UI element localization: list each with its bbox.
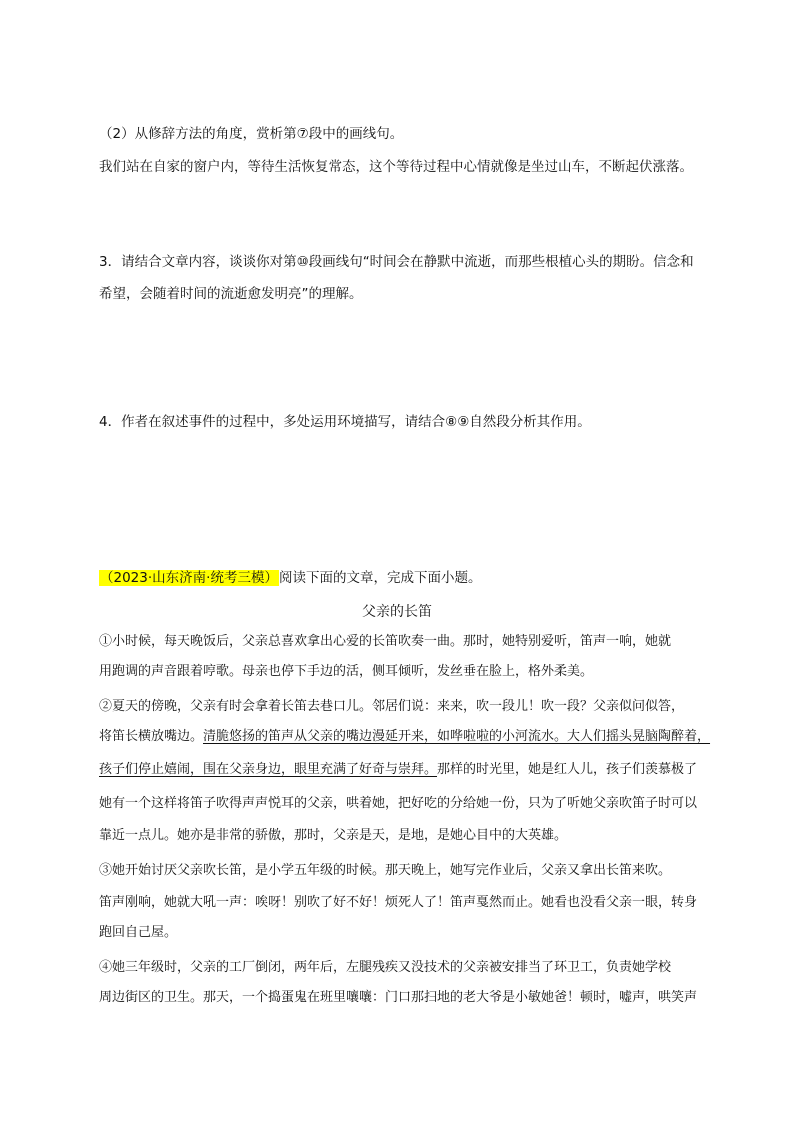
underlined-sentence: 孩子们停止嬉闹，围在父亲身边，眼里充满了好奇与崇拜。 [99,762,438,777]
question-4: 4．作者在叙述事件的过程中，多处运用环境描写，请结合⑧⑨自然段分析其作用。 [99,414,591,430]
article-line: 周边街区的卫生。那天，一个捣蛋鬼在班里嚷嚷：门口那扫地的老大爷是小敏她爸！顿时，嘘声，哄笑声 [99,990,698,1005]
article-title: 父亲的长笛 [362,604,432,620]
article-line: ③她开始讨厌父亲吹长笛，是小学五年级的时候。那天晚上，她写完作业后，父亲又拿出长笛来吹。 [99,863,672,878]
article-line: ①小时候，每天晚饭后，父亲总喜欢拿出心爱的长笛吹奏一曲。那时，她特别爱听，笛声一响，她就 [99,634,672,649]
article-line [99,727,719,747]
article-line [99,760,719,780]
source-line [99,568,481,588]
source-tag: （2023·山东济南·统考三模） [100,570,278,586]
article-line: 靠近一点儿。她亦是非常的骄傲，那时，父亲是天，是地，是她心目中的大英雄。 [99,828,568,843]
question-2-prompt: （2）从修辞方法的角度，赏析第⑦段中的画线句。 [99,126,404,142]
article-line: 她有一个这样将笛子吹得声声悦耳的父亲，哄着她，把好吃的分给她一份，只为了听她父亲吹笛子时可以 [99,796,698,811]
question-3-line-1: 3．请结合文章内容，谈谈你对第⑩段画线句“时间会在静默中流逝，而那些根植心头的期盼。信念和 [99,254,694,270]
article-line: ④她三年级时，父亲的工厂倒闭，两年后，左腿残疾又没技术的父亲被安排当了环卫工，负责她学校 [99,960,672,975]
question-3-line-2: 希望，会随着时间的流逝愈发明亮”的理解。 [99,286,363,302]
article-line: 跑回自己屋。 [99,925,178,940]
article-line: ②夏天的傍晚，父亲有时会拿着长笛去巷口儿。邻居们说：来来，吹一段儿！吹一段？父亲似问似答， [99,699,685,714]
article-segment: 那样的时光里，她是红人儿，孩子们羡慕极了 [437,762,698,777]
article-segment: 将笛长横放嘴边。 [99,729,204,744]
source-instruction: 阅读下面的文章，完成下面小题。 [278,570,482,586]
article-line: 笛声刚响，她就大吼一声：唉呀！别吹了好不好！烦死人了！笛声戛然而止。她看也没看父亲一眼，转身 [99,895,698,910]
article-line: 用跑调的声音跟着哼歌。母亲也停下手边的活，侧耳倾听，发丝垂在脸上，格外柔美。 [99,664,594,679]
question-2-sentence: 我们站在自家的窗户内，等待生活恢复常态，这个等待过程中心情就像是坐过山车，不断起伏涨落。 [99,159,693,175]
underlined-sentence: 清脆悠扬的笛声从父亲的嘴边漫延开来，如哗啦啦的小河流水。大人们摇头晃脑陶醉着， [203,729,711,744]
